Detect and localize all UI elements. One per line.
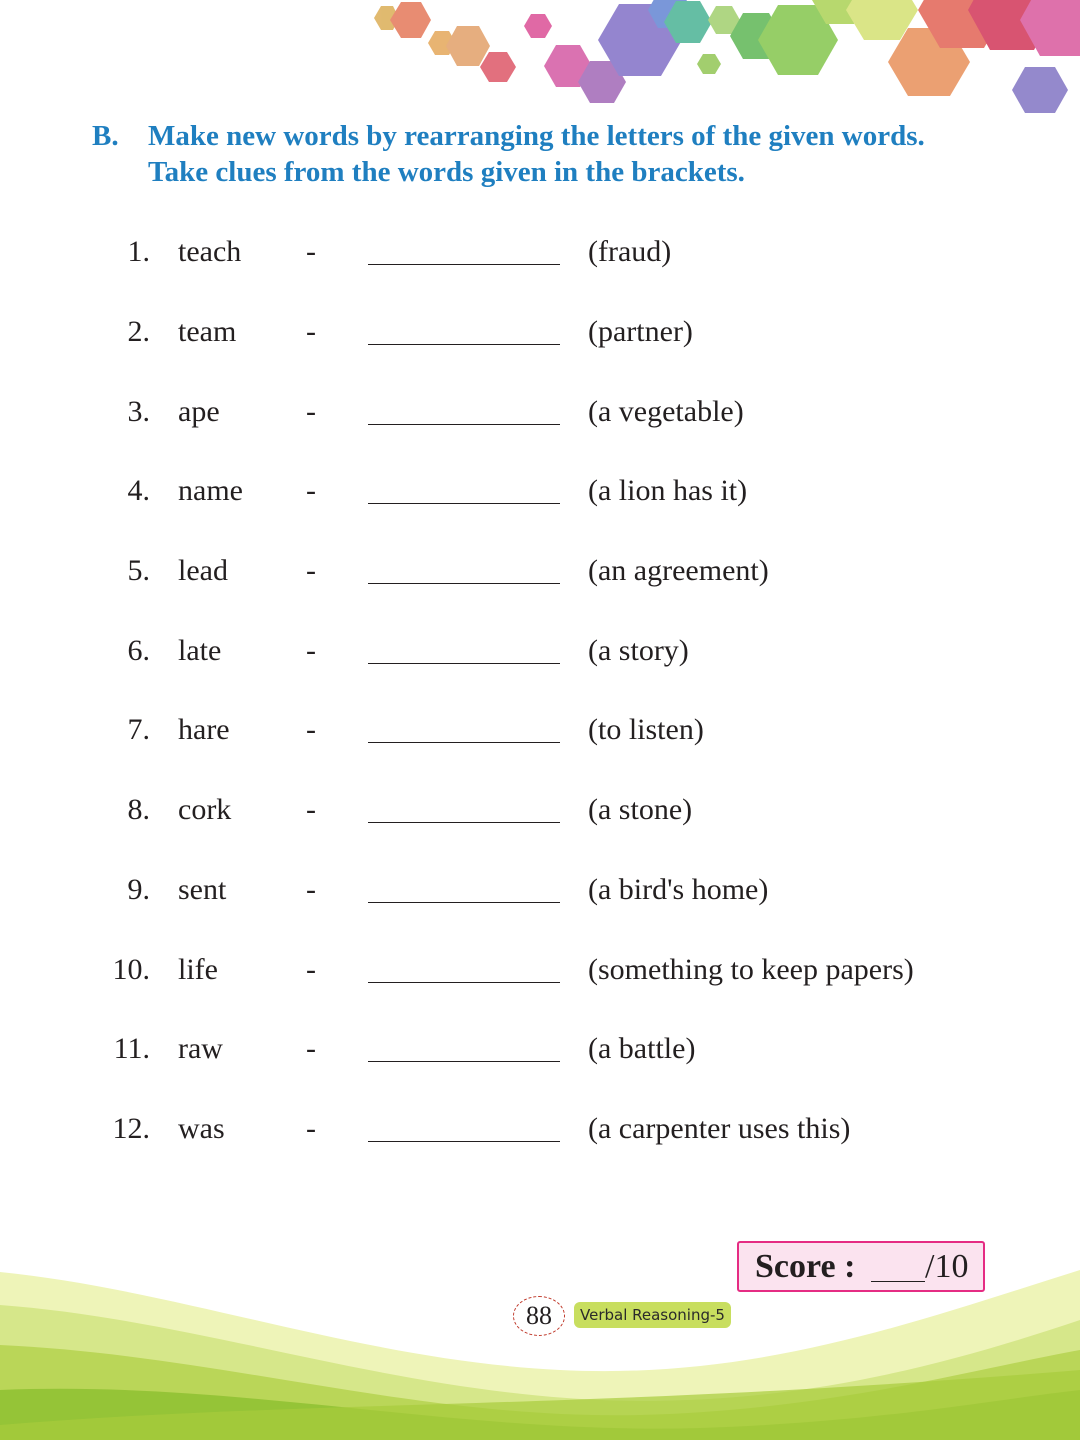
question-number: 1.	[127, 235, 150, 268]
answer-blank[interactable]	[368, 1061, 560, 1062]
answer-blank[interactable]	[368, 344, 560, 345]
clue: (partner)	[588, 315, 693, 348]
clue: (a stone)	[588, 793, 693, 826]
answer-blank[interactable]	[368, 1141, 560, 1142]
given-word: sent	[178, 873, 227, 906]
given-word: teach	[178, 235, 242, 268]
given-word: raw	[178, 1032, 223, 1065]
dash: -	[306, 873, 316, 906]
dash: -	[306, 395, 316, 428]
question-number: 9.	[127, 873, 150, 906]
question-number: 2.	[127, 315, 150, 348]
dash: -	[306, 793, 316, 826]
score-total: /10	[925, 1248, 969, 1285]
given-word: was	[178, 1112, 225, 1145]
answer-blank[interactable]	[368, 822, 560, 823]
given-word: ape	[178, 395, 220, 428]
question-row	[0, 549, 1080, 593]
given-word: hare	[178, 713, 230, 746]
page-number: 88	[513, 1296, 565, 1336]
answer-blank[interactable]	[368, 583, 560, 584]
given-word: late	[178, 634, 222, 667]
answer-blank[interactable]	[368, 982, 560, 983]
instruction-line-2: Take clues from the words given in the brackets.	[148, 156, 745, 188]
question-row	[0, 230, 1080, 274]
score-blank[interactable]	[871, 1281, 925, 1282]
clue: (an agreement)	[588, 554, 769, 587]
book-title-tag: Verbal Reasoning-5	[574, 1302, 731, 1328]
answer-blank[interactable]	[368, 424, 560, 425]
question-number: 10.	[112, 953, 150, 986]
instruction-line-1: Make new words by rearranging the letters of the given words.	[148, 120, 925, 152]
question-number: 4.	[127, 474, 150, 507]
question-number: 7.	[127, 713, 150, 746]
dash: -	[306, 634, 316, 667]
dash: -	[306, 474, 316, 507]
question-row	[0, 868, 1080, 912]
decorative-hexagons	[0, 0, 1080, 130]
question-number: 11.	[113, 1032, 150, 1065]
question-row	[0, 708, 1080, 752]
given-word: life	[178, 953, 218, 986]
question-row	[0, 1027, 1080, 1071]
clue: (a vegetable)	[588, 395, 744, 428]
question-row	[0, 310, 1080, 354]
dash: -	[306, 554, 316, 587]
clue: (a story)	[588, 634, 689, 667]
clue: (fraud)	[588, 235, 672, 268]
clue: (a lion has it)	[588, 474, 748, 507]
question-number: 3.	[127, 395, 150, 428]
question-number: 6.	[127, 634, 150, 667]
question-number: 12.	[112, 1112, 150, 1145]
dash: -	[306, 713, 316, 746]
given-word: cork	[178, 793, 232, 826]
score-label: Score :	[755, 1248, 856, 1285]
given-word: team	[178, 315, 237, 348]
question-number: 5.	[127, 554, 150, 587]
question-row	[0, 1107, 1080, 1151]
dash: -	[306, 1112, 316, 1145]
question-row	[0, 788, 1080, 832]
clue: (a carpenter uses this)	[588, 1112, 851, 1145]
question-number: 8.	[127, 793, 150, 826]
answer-blank[interactable]	[368, 503, 560, 504]
answer-blank[interactable]	[368, 902, 560, 903]
clue: (a battle)	[588, 1032, 696, 1065]
given-word: name	[178, 474, 243, 507]
clue: (a bird's home)	[588, 873, 769, 906]
question-row	[0, 390, 1080, 434]
answer-blank[interactable]	[368, 264, 560, 265]
answer-blank[interactable]	[368, 742, 560, 743]
question-row	[0, 469, 1080, 513]
score-box	[737, 1241, 985, 1292]
question-row	[0, 629, 1080, 673]
dash: -	[306, 235, 316, 268]
answer-blank[interactable]	[368, 663, 560, 664]
dash: -	[306, 953, 316, 986]
question-row	[0, 948, 1080, 992]
given-word: lead	[178, 554, 228, 587]
clue: (something to keep papers)	[588, 953, 914, 986]
dash: -	[306, 1032, 316, 1065]
section-label: B.	[92, 120, 119, 152]
clue: (to listen)	[588, 713, 704, 746]
dash: -	[306, 315, 316, 348]
